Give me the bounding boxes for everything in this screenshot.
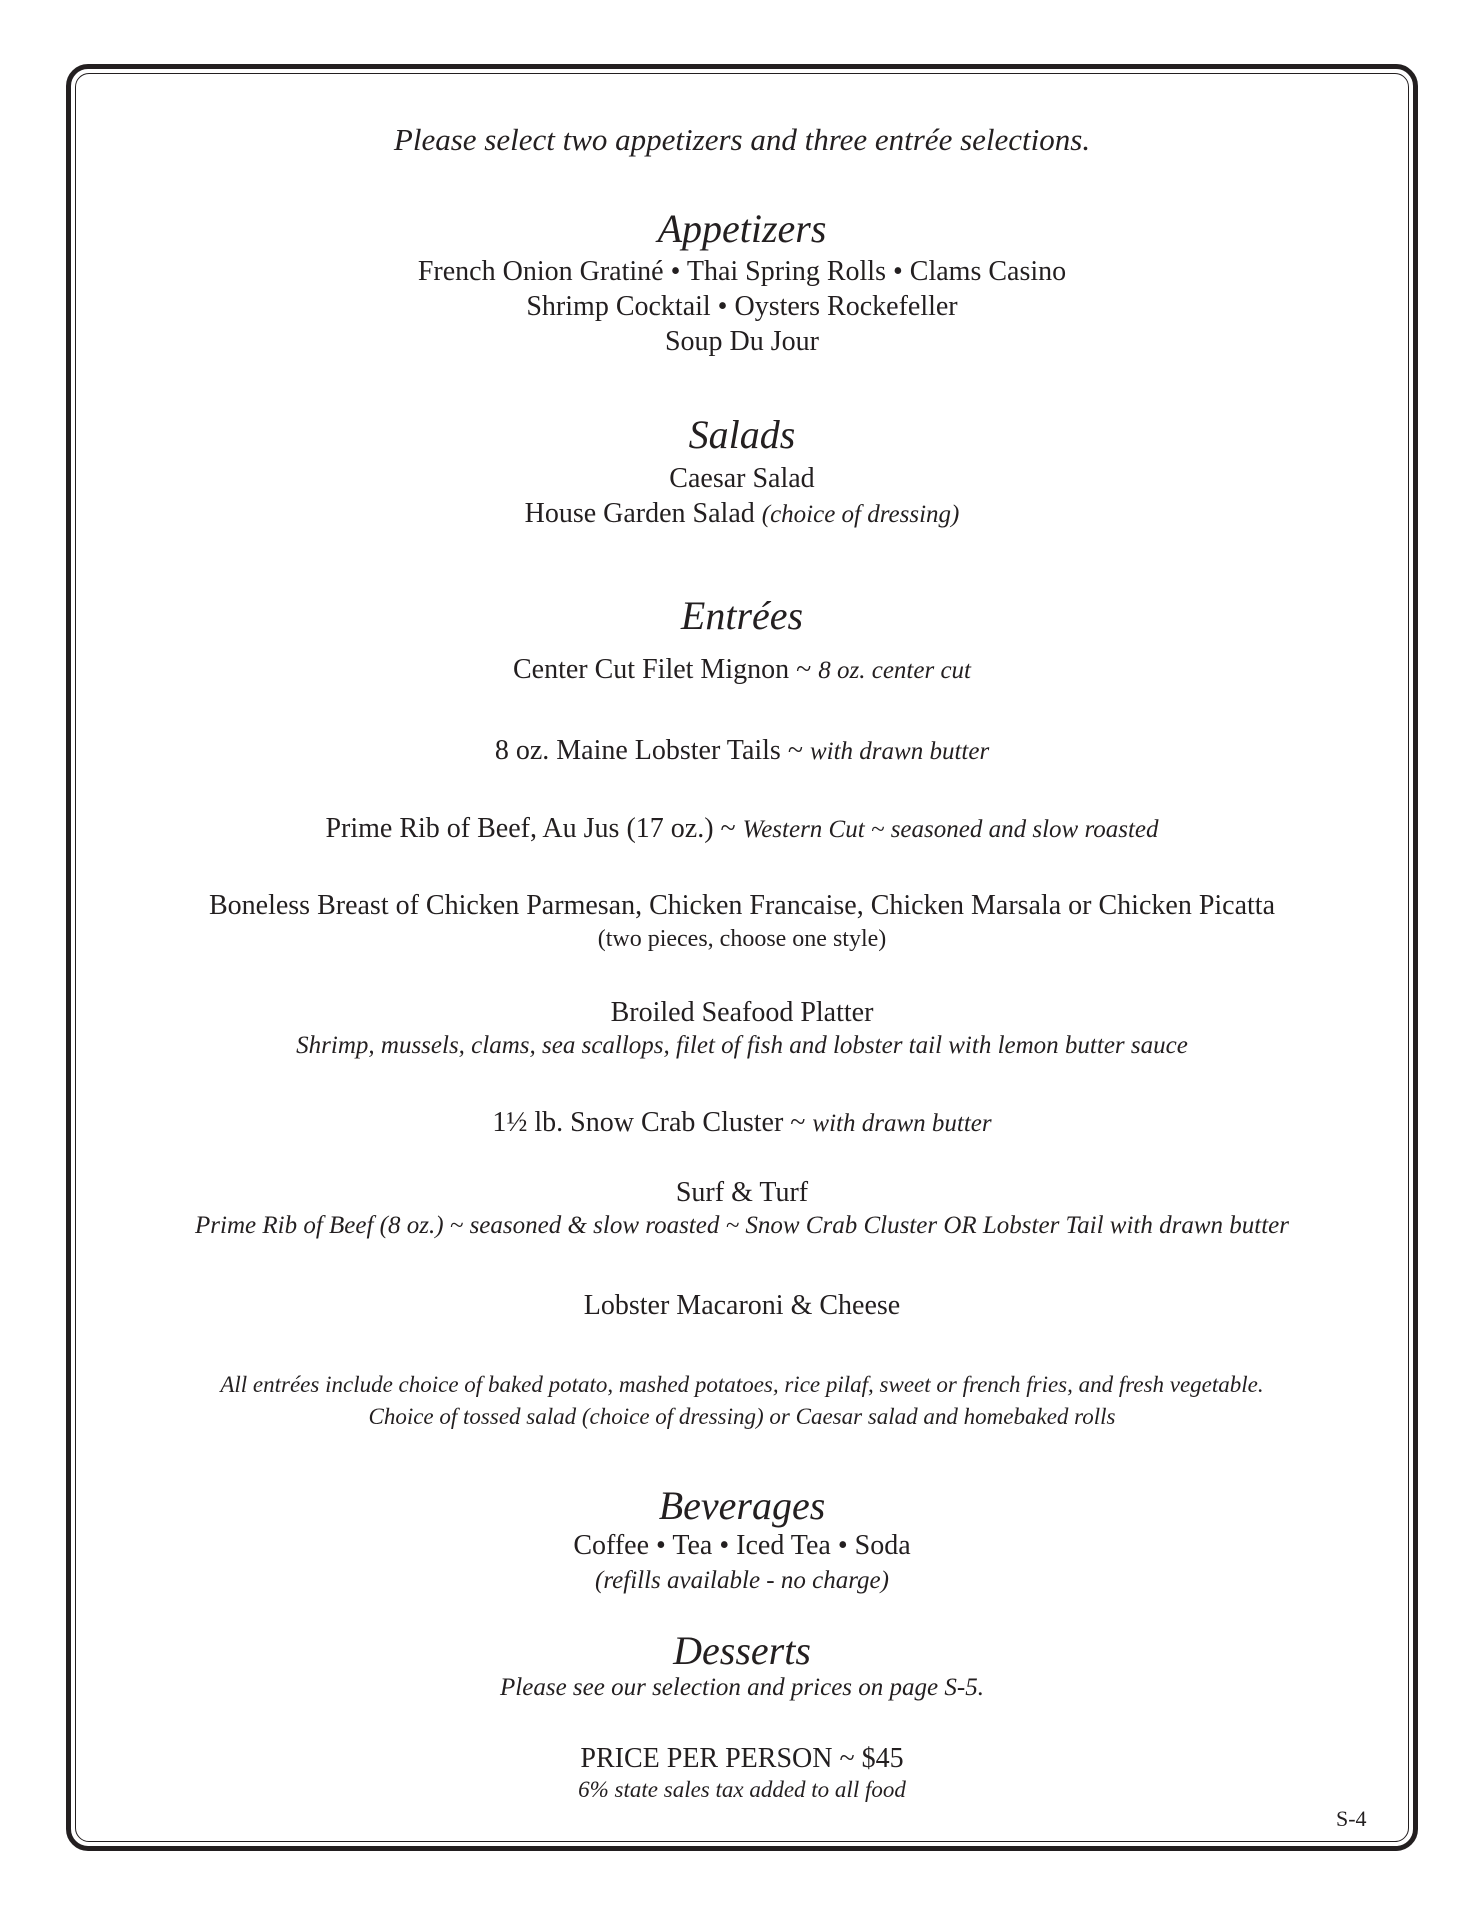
entree-name: Lobster Macaroni & Cheese: [583, 1290, 901, 1321]
entree-note: Shrimp, mussels, clams, sea scallops, filet of fish and lobster tail with lemon butter sauce: [296, 1032, 1188, 1059]
beverages-heading: Beverages: [658, 1483, 826, 1528]
tax-note: 6% state sales tax added to all food: [578, 1777, 906, 1802]
entree-note: (two pieces, choose one style): [597, 926, 887, 952]
entree-includes-note: Choice of tossed salad (choice of dressing) or Caesar salad and homebaked rolls: [368, 1404, 1116, 1429]
salad-item-name: House Garden Salad: [524, 498, 755, 529]
page-number: S-4: [1336, 1806, 1367, 1831]
entree-name: Center Cut Filet Mignon ~: [513, 654, 819, 685]
entree-note: with drawn butter: [809, 738, 990, 765]
entree-name: Prime Rib of Beef, Au Jus (17 oz.) ~: [325, 813, 743, 844]
entree-note: 8 oz. center cut: [818, 657, 971, 684]
salad-item-note: (choice of dressing): [761, 501, 960, 528]
beverages-note: (refills available - no charge): [595, 1567, 889, 1594]
salad-item: [80, 498, 1404, 530]
entree-name: Surf & Turf: [675, 1177, 809, 1208]
entrees-heading: Entrées: [680, 593, 804, 638]
appetizers-line: Shrimp Cocktail • Oysters Rockefeller: [526, 291, 958, 322]
entree-name: 8 oz. Maine Lobster Tails ~: [494, 735, 810, 766]
entree-item: [80, 654, 1404, 686]
entree-name: Broiled Seafood Platter: [610, 997, 874, 1028]
entree-includes-note: All entrées include choice of baked potato, mashed potatoes, rice pilaf, sweet or french fries, and fresh vegetable.: [220, 1372, 1264, 1397]
appetizers-heading: Appetizers: [657, 206, 827, 251]
entree-note: Prime Rib of Beef (8 oz.) ~ seasoned & slow roasted ~ Snow Crab Cluster OR Lobster Tail with drawn butter: [195, 1212, 1289, 1239]
entree-note: Western Cut ~ seasoned and slow roasted: [742, 816, 1159, 843]
entree-item: [80, 813, 1404, 845]
entree-item: [80, 1107, 1404, 1139]
salads-heading: Salads: [688, 412, 796, 457]
appetizers-line: Soup Du Jour: [664, 326, 819, 357]
entree-name: 1½ lb. Snow Crab Cluster ~: [492, 1107, 813, 1138]
desserts-note: Please see our selection and prices on page S-5.: [500, 1674, 984, 1701]
price-per-person: PRICE PER PERSON ~ $45: [580, 1743, 904, 1774]
desserts-heading: Desserts: [673, 1628, 811, 1673]
entree-note: with drawn butter: [812, 1110, 992, 1137]
beverages-items: Coffee • Tea • Iced Tea • Soda: [573, 1530, 911, 1561]
appetizers-line: French Onion Gratiné • Thai Spring Rolls • Clams Casino: [417, 256, 1067, 287]
salad-item: Caesar Salad: [669, 463, 815, 494]
entree-item: [80, 735, 1404, 767]
menu-intro: Please select two appetizers and three entrée selections.: [393, 122, 1091, 157]
entree-name: Boneless Breast of Chicken Parmesan, Chicken Francaise, Chicken Marsala or Chicken Picatta: [208, 890, 1276, 921]
